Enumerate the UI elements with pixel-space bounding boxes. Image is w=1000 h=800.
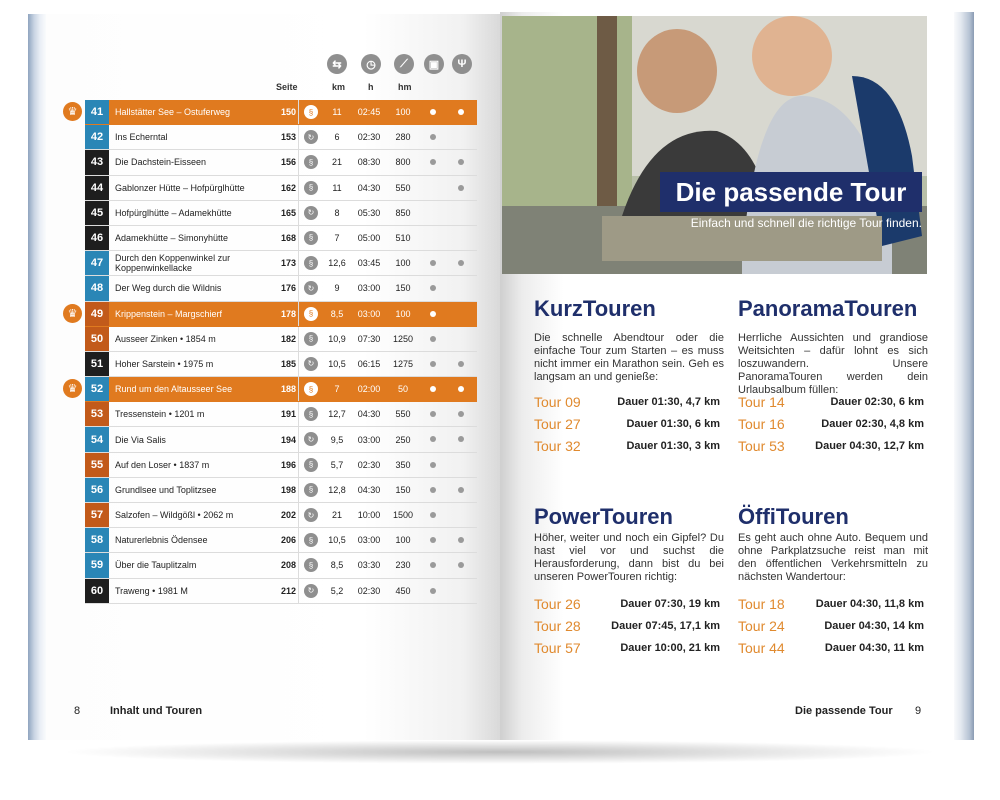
- tour-name: Hallstätter See – Ostuferweg: [115, 107, 231, 118]
- tour-number: 55: [85, 453, 109, 477]
- column-divider: [298, 251, 299, 275]
- tour-km: 21: [331, 510, 342, 521]
- section-title-panoramatouren: PanoramaTouren: [738, 296, 918, 321]
- route-type-icon: ↻: [304, 130, 318, 144]
- tour-km: 5,7: [330, 459, 344, 470]
- header-h: h: [368, 82, 374, 92]
- tour-elevation: 230: [395, 560, 411, 571]
- tour-name: Die Via Salis: [115, 434, 166, 445]
- tour-link: Tour 57: [534, 640, 581, 656]
- bus-dot: [430, 260, 436, 266]
- footer-right-title: Die passende Tour: [795, 705, 893, 717]
- tour-elevation: 150: [395, 283, 411, 294]
- bus-dot: [430, 462, 436, 468]
- food-dot: [458, 537, 464, 543]
- tour-elevation: 550: [395, 409, 411, 420]
- tour-duration: 05:30: [357, 207, 381, 218]
- tour-page: 150: [280, 107, 296, 118]
- book-shadow: [60, 740, 940, 764]
- route-type-icon: §: [304, 256, 318, 270]
- bus-dot: [430, 588, 436, 594]
- tour-name: Rund um den Altausseer See: [115, 384, 233, 395]
- tour-km: 9,5: [330, 434, 344, 445]
- route-type-icon: §: [304, 407, 318, 421]
- tour-page: 162: [280, 182, 296, 193]
- bus-icon: ▣: [424, 54, 444, 74]
- food-dot: [458, 436, 464, 442]
- route-type-icon: §: [304, 181, 318, 195]
- tour-duration-info: Dauer 01:30, 3 km: [626, 440, 720, 452]
- tour-number: 53: [85, 402, 109, 426]
- tour-link: Tour 24: [738, 618, 785, 634]
- column-divider: [298, 201, 299, 225]
- tour-duration: 02:45: [357, 107, 381, 118]
- table-row: [85, 150, 477, 175]
- tour-duration: 05:00: [357, 233, 381, 244]
- banner-subtitle: Einfach und schnell die richtige Tour finden.: [690, 216, 922, 230]
- tour-number: 47: [85, 251, 109, 275]
- route-type-icon: ↻: [304, 281, 318, 295]
- book-edge-right: [952, 12, 974, 740]
- column-divider: [298, 176, 299, 200]
- tour-number: 46: [85, 226, 109, 250]
- tour-name: Salzofen – Wildgößl • 2062 m: [115, 510, 234, 521]
- column-divider: [298, 302, 299, 326]
- cutlery-icon: Ψ: [452, 54, 472, 74]
- section-desc-kurztouren: Die schnelle Abendtour oder die einfache Tour zum Starten – es muss nicht immer ein Marathon sein. Geh es langsam an und genieße:: [534, 332, 724, 383]
- column-divider: [298, 100, 299, 124]
- tour-name: Adamekhütte – Simonyhütte: [115, 233, 229, 244]
- food-dot: [458, 109, 464, 115]
- bus-dot: [430, 562, 436, 568]
- tour-duration: 03:00: [357, 535, 381, 546]
- tour-page: 173: [280, 258, 296, 269]
- tour-number: 42: [85, 125, 109, 149]
- tour-number: 50: [85, 327, 109, 351]
- route-type-icon: §: [304, 307, 318, 321]
- bus-dot: [430, 537, 436, 543]
- tour-elevation: 100: [395, 107, 411, 118]
- tour-number: 44: [85, 176, 109, 200]
- tour-duration: 02:30: [357, 585, 381, 596]
- tour-km: 7: [334, 384, 340, 395]
- tour-number: 54: [85, 427, 109, 451]
- column-divider: [298, 150, 299, 174]
- tour-elevation: 510: [395, 233, 411, 244]
- tour-km: 6: [334, 132, 340, 143]
- tour-name: Ausseer Zinken • 1854 m: [115, 333, 216, 344]
- tour-number: 58: [85, 528, 109, 552]
- table-row: [85, 427, 477, 452]
- table-row: [85, 402, 477, 427]
- tour-name: Gablonzer Hütte – Hofpürglhütte: [115, 182, 245, 193]
- tour-number: 41: [85, 100, 109, 124]
- tour-name: Durch den Koppenwinkel zur Koppenwinkellacke: [115, 253, 231, 274]
- bus-dot: [430, 361, 436, 367]
- route-type-icon: ↻: [304, 432, 318, 446]
- tour-km: 21: [331, 157, 342, 168]
- tour-name: Ins Echerntal: [115, 132, 168, 143]
- tour-duration: 02:30: [357, 132, 381, 143]
- tour-name: Tressenstein • 1201 m: [115, 409, 205, 420]
- tour-number: 45: [85, 201, 109, 225]
- section-title-oeffitouren: ÖffiTouren: [738, 504, 849, 529]
- tour-km: 12,8: [328, 484, 346, 495]
- food-dot: [458, 411, 464, 417]
- tour-km: 8: [334, 207, 340, 218]
- tour-km: 10,5: [328, 535, 346, 546]
- tour-elevation: 350: [395, 459, 411, 470]
- tour-duration: 03:45: [357, 258, 381, 269]
- food-dot: [458, 386, 464, 392]
- table-row: [85, 528, 477, 553]
- tour-page: 168: [280, 233, 296, 244]
- route-type-icon: §: [304, 332, 318, 346]
- column-divider: [298, 226, 299, 250]
- tour-link: Tour 44: [738, 640, 785, 656]
- tour-link: Tour 26: [534, 596, 581, 612]
- tour-km: 12,7: [328, 409, 346, 420]
- tour-elevation: 250: [395, 434, 411, 445]
- tour-number: 59: [85, 553, 109, 577]
- tour-link: Tour 09: [534, 394, 581, 410]
- tour-duration: 04:30: [357, 409, 381, 420]
- bus-dot: [430, 386, 436, 392]
- tour-number: 48: [85, 276, 109, 300]
- slope-icon: ⟋: [394, 54, 414, 74]
- tour-km: 10,5: [328, 358, 346, 369]
- tour-number: 56: [85, 478, 109, 502]
- book-edge-left: [28, 14, 48, 740]
- section-desc-powertouren: Höher, weiter und noch ein Gipfel? Du hast viel vor und suchst die Herausforderung, dann bist du bei unseren PowerTouren richtig:: [534, 532, 724, 583]
- table-row: [85, 352, 477, 377]
- tour-page: 156: [280, 157, 296, 168]
- food-dot: [458, 159, 464, 165]
- tour-page: 198: [280, 484, 296, 495]
- tour-link: Tour 18: [738, 596, 785, 612]
- table-row: [67, 100, 477, 125]
- bus-dot: [430, 487, 436, 493]
- tour-number: 57: [85, 503, 109, 527]
- tour-number: 60: [85, 579, 109, 603]
- section-desc-panoramatouren: Herrliche Aussichten und grandiose Weitsichten – dafür lohnt es sich loszuwandern. Unsere PanoramaTouren werden dein Urlaubsalbum füllen:: [738, 332, 928, 396]
- route-type-icon: §: [304, 483, 318, 497]
- column-divider: [298, 427, 299, 451]
- tour-link: Tour 16: [738, 416, 785, 432]
- route-type-icon: §: [304, 155, 318, 169]
- route-type-icon: ↻: [304, 508, 318, 522]
- table-row: [85, 125, 477, 150]
- footer-left-title: Inhalt und Touren: [110, 705, 203, 717]
- footer-right-page-num: 9: [915, 705, 922, 717]
- route-type-icon: §: [304, 533, 318, 547]
- bus-dot: [430, 512, 436, 518]
- tour-name: Krippenstein – Margschierf: [115, 308, 223, 319]
- tour-duration: 03:00: [357, 308, 381, 319]
- tour-page: 196: [280, 459, 296, 470]
- tour-number: 43: [85, 150, 109, 174]
- table-row: [67, 377, 477, 402]
- bus-dot: [430, 109, 436, 115]
- tour-km: 11: [332, 107, 342, 118]
- table-row: [85, 226, 477, 251]
- table-row: [85, 276, 477, 301]
- tour-page: 153: [280, 132, 296, 143]
- tour-duration: 10:00: [357, 510, 381, 521]
- tour-duration-info: Dauer 10:00, 21 km: [620, 642, 720, 654]
- tour-table: [67, 100, 477, 604]
- table-row: [85, 176, 477, 201]
- crown-icon: ♛: [63, 304, 82, 323]
- header-hm: hm: [398, 82, 412, 92]
- tour-duration: 02:30: [357, 459, 381, 470]
- column-divider: [298, 453, 299, 477]
- tour-name: Die Dachstein-Eisseen: [115, 157, 207, 168]
- food-dot: [458, 361, 464, 367]
- tour-km: 11: [332, 182, 342, 193]
- tour-page: 208: [280, 560, 296, 571]
- tour-name: Traweng • 1981 M: [115, 585, 188, 596]
- table-row: [85, 251, 477, 276]
- table-row: [85, 453, 477, 478]
- tour-number: 52: [85, 377, 109, 401]
- column-divider: [298, 276, 299, 300]
- table-row: [85, 553, 477, 578]
- tour-duration-info: Dauer 02:30, 6 km: [830, 396, 924, 408]
- tour-elevation: 1250: [392, 333, 414, 344]
- crown-icon: ♛: [63, 379, 82, 398]
- tour-elevation: 100: [395, 535, 411, 546]
- food-dot: [458, 487, 464, 493]
- tour-km: 7: [334, 233, 340, 244]
- tour-name: Hofpürglhütte – Adamekhütte: [115, 207, 232, 218]
- route-type-icon: ↻: [304, 584, 318, 598]
- tour-page: 185: [280, 358, 296, 369]
- tour-duration-info: Dauer 04:30, 12,7 km: [815, 440, 924, 452]
- tour-duration-info: Dauer 01:30, 4,7 km: [617, 396, 720, 408]
- table-row: [85, 503, 477, 528]
- tour-elevation: 150: [395, 484, 411, 495]
- tour-page: 202: [280, 510, 296, 521]
- route-type-icon: §: [304, 231, 318, 245]
- tour-elevation: 50: [397, 384, 408, 395]
- tour-number: 51: [85, 352, 109, 376]
- bus-dot: [430, 311, 436, 317]
- tour-link: Tour 32: [534, 438, 581, 454]
- tour-elevation: 1500: [392, 510, 414, 521]
- tour-page: 194: [280, 434, 296, 445]
- tour-name: Der Weg durch die Wildnis: [115, 283, 222, 294]
- column-divider: [298, 377, 299, 401]
- tour-km: 9: [334, 283, 340, 294]
- bus-dot: [430, 159, 436, 165]
- route-type-icon: ↻: [304, 357, 318, 371]
- column-divider: [298, 327, 299, 351]
- tour-duration: 07:30: [357, 333, 381, 344]
- column-divider: [298, 553, 299, 577]
- tour-km: 5,2: [330, 585, 344, 596]
- tour-km: 8,5: [330, 560, 344, 571]
- tour-duration: 03:30: [357, 560, 381, 571]
- hikers-photo: [502, 16, 927, 274]
- banner-title: Die passende Tour: [660, 172, 922, 212]
- tour-page: 182: [280, 333, 296, 344]
- tour-duration: 02:00: [357, 384, 381, 395]
- tour-elevation: 1275: [392, 358, 414, 369]
- signpost-icon: ⇆: [327, 54, 347, 74]
- tour-link: Tour 14: [738, 394, 785, 410]
- food-dot: [458, 185, 464, 191]
- tour-number: 49: [85, 302, 109, 326]
- tour-link: Tour 28: [534, 618, 581, 634]
- food-dot: [458, 562, 464, 568]
- tour-link: Tour 27: [534, 416, 581, 432]
- bus-dot: [430, 411, 436, 417]
- tour-km: 10,9: [328, 333, 346, 344]
- column-divider: [298, 402, 299, 426]
- header-km: km: [332, 82, 346, 92]
- clock-icon: ◷: [361, 54, 381, 74]
- bus-dot: [430, 336, 436, 342]
- section-title-powertouren: PowerTouren: [534, 504, 673, 529]
- tour-km: 8,5: [330, 308, 344, 319]
- tour-link: Tour 53: [738, 438, 785, 454]
- column-divider: [298, 528, 299, 552]
- tour-elevation: 850: [395, 207, 411, 218]
- tour-duration: 04:30: [357, 484, 381, 495]
- tour-duration: 08:30: [357, 157, 381, 168]
- tour-km: 12,6: [328, 258, 346, 269]
- route-type-icon: ↻: [304, 206, 318, 220]
- tour-page: 176: [280, 283, 296, 294]
- route-type-icon: §: [304, 105, 318, 119]
- footer-left-page-num: 8: [74, 705, 81, 717]
- tour-elevation: 800: [395, 157, 411, 168]
- tour-duration-info: Dauer 07:30, 19 km: [620, 598, 720, 610]
- food-dot: [458, 260, 464, 266]
- tour-duration: 03:00: [357, 283, 381, 294]
- bus-dot: [430, 285, 436, 291]
- route-type-icon: §: [304, 382, 318, 396]
- table-row: [67, 302, 477, 327]
- tour-elevation: 100: [395, 258, 411, 269]
- column-divider: [298, 352, 299, 376]
- tour-duration-info: Dauer 02:30, 4,8 km: [821, 418, 924, 430]
- tour-page: 165: [280, 207, 296, 218]
- table-row: [85, 579, 477, 604]
- table-row: [85, 478, 477, 503]
- tour-page: 178: [280, 308, 296, 319]
- tour-duration-info: Dauer 04:30, 11,8 km: [815, 598, 924, 610]
- tour-page: 191: [280, 409, 296, 420]
- tour-name: Hoher Sarstein • 1975 m: [115, 358, 214, 369]
- crown-icon: ♛: [63, 102, 82, 121]
- bus-dot: [430, 134, 436, 140]
- tour-page: 188: [280, 384, 296, 395]
- table-row: [85, 327, 477, 352]
- route-type-icon: §: [304, 558, 318, 572]
- section-desc-oeffitouren: Es geht auch ohne Auto. Bequem und ohne Parkplatzsuche reist man mit den öffentlichen Verkehrsmitteln zu nächsten Wandertour:: [738, 532, 928, 583]
- tour-duration-info: Dauer 01:30, 6 km: [626, 418, 720, 430]
- tour-page: 206: [280, 535, 296, 546]
- tour-page: 212: [280, 585, 296, 596]
- bus-dot: [430, 436, 436, 442]
- header-seite: Seite: [276, 82, 298, 92]
- route-type-icon: §: [304, 458, 318, 472]
- tour-name: Über die Tauplitzalm: [115, 560, 197, 571]
- tour-elevation: 280: [395, 132, 411, 143]
- section-title-kurztouren: KurzTouren: [534, 296, 656, 321]
- column-divider: [298, 579, 299, 603]
- tour-elevation: 100: [395, 308, 411, 319]
- tour-elevation: 450: [395, 585, 411, 596]
- tour-name: Grundlsee und Toplitzsee: [115, 484, 217, 495]
- table-row: [85, 201, 477, 226]
- tour-name: Auf den Loser • 1837 m: [115, 459, 210, 470]
- tour-elevation: 550: [395, 182, 411, 193]
- tour-duration: 04:30: [357, 182, 381, 193]
- column-divider: [298, 503, 299, 527]
- column-divider: [298, 478, 299, 502]
- tour-duration-info: Dauer 07:45, 17,1 km: [611, 620, 720, 632]
- tour-name: Naturerlebnis Ödensee: [115, 535, 208, 546]
- tour-duration: 06:15: [357, 358, 381, 369]
- column-divider: [298, 125, 299, 149]
- tour-duration-info: Dauer 04:30, 11 km: [824, 642, 924, 654]
- tour-duration-info: Dauer 04:30, 14 km: [824, 620, 924, 632]
- tour-duration: 03:00: [357, 434, 381, 445]
